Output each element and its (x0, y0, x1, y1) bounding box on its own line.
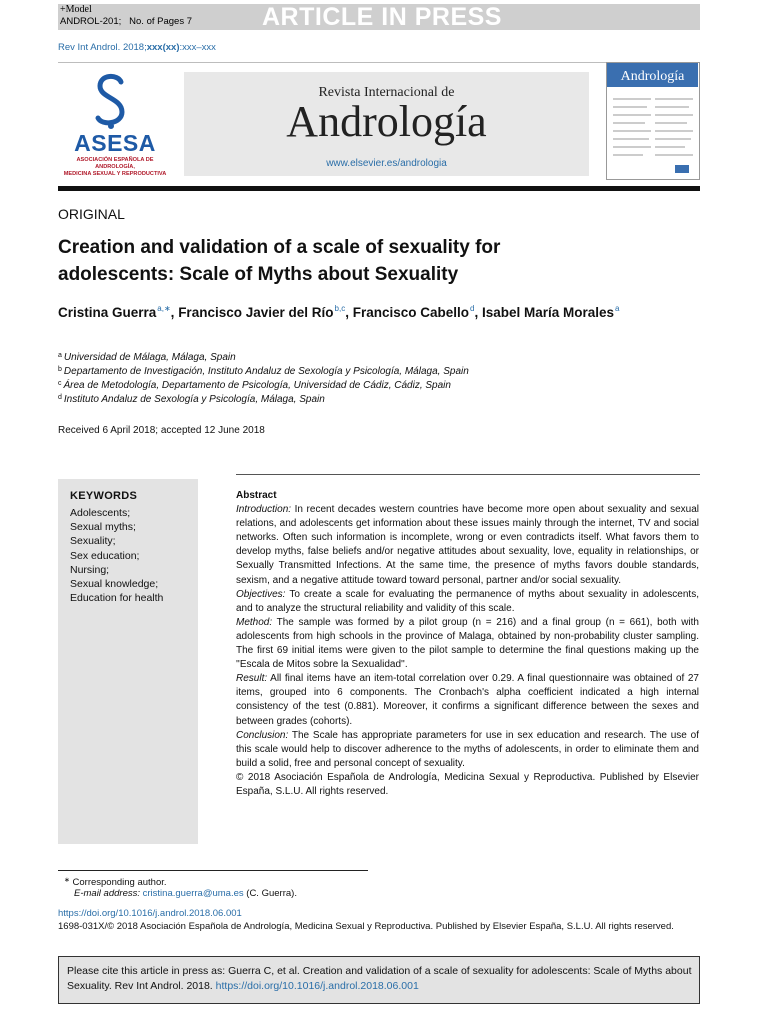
keywords-list (70, 506, 163, 605)
abstract-result: Result: All final items have an item-total correlation over 0.29. A final questionnaire was obtained of 27 items, grouped into 6 components. The Cronbach's alpha coefficient indicated a high internal consistency of the test (0.881). Moreover, it confirms a significant difference between the sexes and between grades (cohorts). (236, 673, 699, 727)
keyword-item: Nursing; (70, 563, 110, 576)
cover-title: Andrología (607, 63, 698, 87)
corresponding-author-note: ∗ Corresponding author. (64, 877, 167, 888)
affiliation: $^b$ Departamento de Investigación, Instituto Andaluz de Sexología y Psicología, Málaga, Spain (58, 366, 469, 377)
received-dates: Received 6 April 2018; accepted 12 June 2018 (58, 425, 265, 436)
keyword-item: Sexual knowledge; (70, 578, 159, 591)
journal-title: Andrología (286, 97, 487, 146)
author-affiliation-marker[interactable]: b,c (334, 304, 346, 313)
header-divider (58, 62, 700, 63)
author-name: Isabel María Morales (481, 305, 615, 320)
keywords-title: KEYWORDS (70, 490, 138, 502)
keyword-item: Sexual myths; (70, 521, 136, 534)
journal-name-line1: Revista Internacional de (318, 85, 455, 100)
abstract-method: Method: The sample was formed by a pilot group (n = 216) and a final group (n = 661), both with adolescents from high schools in the province of Malaga, obtained by non-probability cluster sampling. The first 69 initial items were given to the pilot sample to determine the final questions making up the ''Escala de Mitos sobre la Sexualidad''. (236, 616, 699, 671)
abstract-divider (236, 474, 700, 475)
keyword-item: Sex education; (70, 549, 140, 562)
author-affiliation-marker[interactable]: d (470, 304, 475, 313)
issn-copyright: 1698-031X/© 2018 Asociación Española de Andrología, Medicina Sexual y Reproductiva. Published by Elsevier España, S.L.U. All rights reserved. (58, 921, 674, 932)
abstract-heading: Abstract (236, 490, 277, 501)
keyword-item: Adolescents; (70, 507, 131, 519)
author-affiliation-marker[interactable]: a,∗ (157, 304, 171, 313)
author-name: Cristina Guerra (58, 305, 157, 320)
affiliation: $^a$ Universidad de Málaga, Málaga, Spain (58, 352, 236, 363)
article-meta: ANDROL-201; No. of Pages 7 (60, 16, 193, 27)
citation-text: Please cite this article in press as: Guerra C, et al. Creation and validation of a scale of sexuality for adolescents: Scale of Myths about Sexuality. Rev Int Androl. 2018. https://doi.org/10.1016/j.androl.2018.06.001 (67, 965, 692, 992)
footnote-divider (58, 870, 368, 871)
abstract-introduction: Introduction: In recent decades western countries have become more open about sexuality and sexual relations, and adolescents get information about these issues mainly through the internet, TV and social networks. Often such information is incomplete, wrong or even contradicts itself. What favors them to develop myths, false beliefs and/or negative attitudes about sexuality, love, equality in relationships, or Sexually Transmitted Infections. At the same time, the presence of myths favors double standards, sexism, and a negative attitude toward toward personal, partner and/or social sexuality. (236, 504, 699, 586)
citation-doi-link[interactable]: https://doi.org/10.1016/j.androl.2018.06.001 (215, 980, 419, 992)
author-affiliation-marker[interactable]: a (615, 304, 620, 313)
email-note: E-mail address: cristina.guerra@uma.es (C. Guerra). (74, 888, 297, 899)
asesa-logo-text: ASESA (74, 130, 156, 156)
abstract-conclusion: Conclusion: The Scale has appropriate parameters for use in sex education and research. The use of this scale would help to discover adherence to the myths of adolescents, in order to eliminate them and build a solid, free and personal concept of sexuality. (236, 729, 699, 769)
abstract-body (236, 489, 699, 799)
masthead-divider (58, 186, 700, 191)
author-list: Cristina Guerra$^{a,∗}$, Francisco Javier del Río$^{b,c}$, Francisco Cabello$^d$, Isabel María Morales$^a$ (58, 304, 620, 320)
model-label: +Model (60, 4, 92, 15)
abstract-copyright: © 2018 Asociación Española de Andrología, Medicina Sexual y Reproductiva. Published by Elsevier España, S.L.U. All rights reserved. (236, 771, 699, 797)
keyword-item: Education for health (70, 592, 164, 605)
journal-url-link[interactable]: www.elsevier.es/andrologia (326, 158, 447, 169)
article-in-press-banner: ARTICLE IN PRESS (262, 3, 502, 31)
affiliation: $^c$ Área de Metodología, Departamento de Psicología, Universidad de Cádiz, Cádiz, Spain (58, 380, 451, 391)
article-title: Creation and validation of a scale of sexuality for adolescents: Scale of Myths about Sexuality (58, 237, 501, 285)
author-name: Francisco Javier del Río (178, 305, 334, 320)
asesa-logo-subtitle: ASOCIACIÓN ESPAÑOLA DE ANDROLOGÍA, MEDICINA SEXUAL Y REPRODUCTIVA (63, 157, 167, 177)
author-name: Francisco Cabello (352, 305, 469, 320)
abstract-objectives: Objectives: To create a scale for evaluating the permanence of myths about sexuality in adolescents, and to analyze the structural reliability and validity of this scale. (236, 588, 699, 614)
doi-link[interactable]: https://doi.org/10.1016/j.androl.2018.06.001 (58, 908, 242, 919)
email-link[interactable]: cristina.guerra@uma.es (142, 888, 244, 899)
asesa-logo-icon (88, 72, 134, 132)
article-section-label: ORIGINAL (58, 206, 125, 222)
keyword-item: Sexuality; (70, 535, 116, 548)
affiliation: $^d$ Instituto Andaluz de Sexología y Psicología, Málaga, Spain (58, 394, 325, 405)
journal-reference[interactable]: Rev Int Androl. 2018;xxx(xx):xxx–xxx (58, 42, 216, 53)
